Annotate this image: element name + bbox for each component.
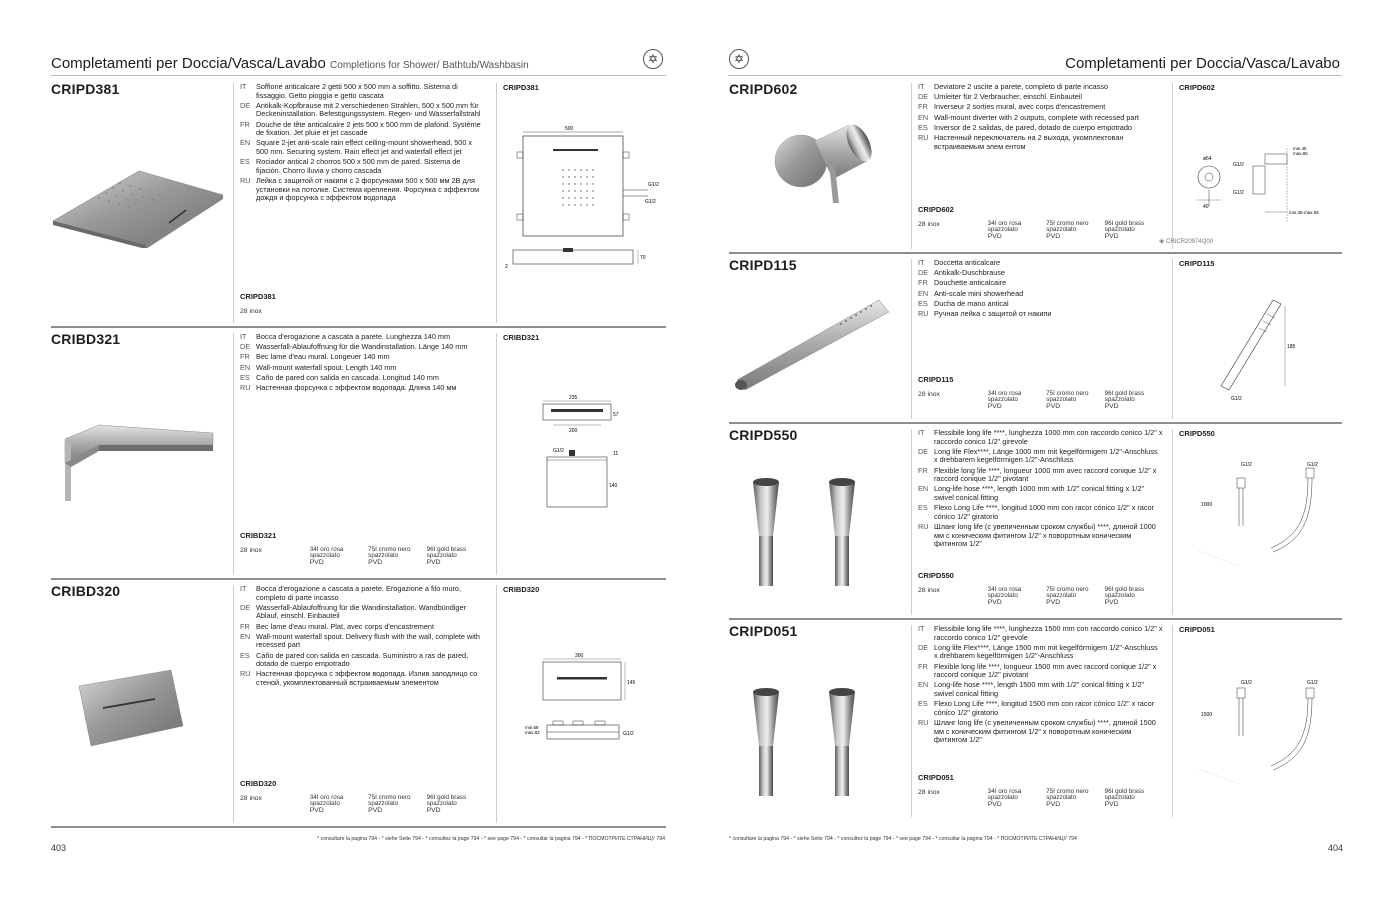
svg-text:70: 70 [640,255,646,261]
svg-text:G1/2: G1/2 [645,199,656,205]
product-code: CRIPD115 [729,257,797,273]
desc-de: DE Long life Flex****, Länge 1500 mm mit kegelförmigem 1/2"-Anschluss x drehbarem kegelförmigen 1/2"-Anschluss [918,642,1158,661]
desc-it: IT Doccetta anticalcare [918,258,1001,267]
svg-text:1000: 1000 [1201,502,1213,508]
finish-gold-brass: 96I gold brass spazzolato PVD [1104,585,1145,607]
product-code: CRIPD381 [51,81,120,97]
desc-fr: FR Bec lame d'eau mural. Longeuer 140 mm [240,352,390,362]
svg-text:min.45: min.45 [1293,146,1307,151]
desc-ru: RU Ручная лейка с защитой от накипи [918,308,1052,318]
finish-oro-rosa: 34I oro rosa spazzolato PVD [987,389,1022,411]
page-title: Completamenti per Doccia/Vasca/Lavabo Completions for Shower/ Bathtub/Washbasin [51,55,529,72]
svg-text:200: 200 [569,428,578,434]
desc-de: DE Long life Flex****, Länge 1000 mm mit kegelförmigem 1/2"-Anschluss x drehbarem kegelförmigen 1/2"-Anschluss [918,446,1158,465]
finish-oro-rosa: 34I oro rosa spazzolato PVD [309,793,344,815]
finish-gold-brass: 96I gold brass spazzolato PVD [1104,787,1145,809]
desc-it: IT Soffione anticalcare 2 getti 500 x 500 mm a soffitto. Sistema di fissaggio. Getto pioggia e getto cascata [240,82,458,100]
product-code: CRIPD051 [729,623,798,639]
technical-drawing: CRIBD320 300 145 min.68 max.82 G1/2 [496,585,666,823]
waterfall-spout-photo [51,423,226,503]
product-footer: CRIBD321 28 inox 34I oro rosa spazzolato PVD 75I cromo nero spazzolato PVD 96I gold brass spazzolato PVD [240,531,485,567]
svg-text:G1/2: G1/2 [1307,680,1318,686]
desc-fr: FR Bec lame d'eau mural. Plat, avec corps d'encastrement [240,621,434,631]
product-cribd320 [51,580,666,828]
product-cripd602 [729,78,1342,254]
desc-ru: RU Шланг long life (с увеличенным сроком службы) ****, длиной 1000 мм с коническим фитингом 1/2" х поворотным коническим фитингом 1/2" [918,521,1156,549]
finish-list [918,789,1163,809]
product-description [911,429,1163,615]
product-description [911,259,1163,419]
finish-inox: 28 inox [240,794,262,802]
desc-de: DE Wasserfall-Ablaufoffnung für die Wandinstallation. Länge 140 mm [240,342,468,352]
product-description [233,585,485,823]
flush-spout-drawing-svg [503,649,663,789]
svg-text:11: 11 [613,451,619,457]
product-cripd051 [729,620,1342,820]
technical-drawing: CRIPD602 ø64 40 G1/2 G1/2 min.45 max.85 min.35-max.55 ◈ CRICR20974Q00 [1172,83,1342,249]
hose-long-drawing-svg [1179,674,1339,824]
desc-it: IT Bocca d'erogazione a cascata a parete. Erogazione a filo muro, completo di parte incasso [240,584,462,602]
svg-text:G1/2: G1/2 [1307,462,1318,468]
finish-list [918,391,1163,411]
svg-text:1500: 1500 [1201,712,1213,718]
desc-it: IT Flessibile long life ****, lunghezza 1500 mm con raccordo conico 1/2" x raccordo conico 1/2" girevole [918,624,1163,642]
finish-cromo-nero: 75I cromo nero spazzolato PVD [1046,389,1089,411]
svg-text:ø64: ø64 [1203,156,1212,162]
star-logo-icon: ✡ [643,49,663,69]
desc-es: ES Caño de pared con salida en cascada. Longitud 140 mm [240,372,439,382]
page-title: Completamenti per Doccia/Vasca/Lavabo [1065,55,1340,72]
finish-inox: 28 inox [918,586,940,594]
svg-text:G1/2: G1/2 [1231,396,1242,402]
finish-gold-brass: 96I gold brass spazzolato PVD [1104,389,1145,411]
page-number: 403 [51,843,67,853]
product-footer: CRIPD550 28 inox 34I oro rosa spazzolato PVD 75I cromo nero spazzolato PVD 96I gold brass spazzolato PVD [918,571,1163,607]
finish-inox: 28 inox [918,788,940,796]
product-description [911,625,1163,817]
svg-text:57: 57 [613,412,619,418]
finish-gold-brass: 96I gold brass spazzolato PVD [1104,219,1145,241]
finish-gold-brass: 96I gold brass spazzolato PVD [426,545,467,567]
svg-text:G1/2: G1/2 [1233,162,1244,168]
product-code: CRIBD320 [51,583,121,599]
desc-fr: FR Douchette anticalcaire [918,278,1007,288]
finish-oro-rosa: 34I oro rosa spazzolato PVD [309,545,344,567]
product-footer: CRIPD115 28 inox 34I oro rosa spazzolato PVD 75I cromo nero spazzolato PVD 96I gold brass spazzolato PVD [918,375,1163,411]
recessed-part-icon: ◈ [1159,238,1165,245]
desc-en: EN Square 2-jet anti-scale rain effect ceiling-mount showerhead, 500 x 500 mm. Securing system. Rain effect jet and waterfall effect jet [240,138,473,156]
product-footer: CRIPD602 28 inox 34I oro rosa spazzolato PVD 75I cromo nero spazzolato PVD 96I gold brass spazzolato PVD [918,205,1163,241]
desc-fr: FR Douche de tête anticalcaire 2 jets 500 x 500 mm de plafond. Système de fixation. Jet pluie et jet cascade [240,119,481,138]
finish-list [240,547,485,567]
footnote: * consultare la pagina 794 - * siehe Seite 794 - * consultez la page 794 - * see page 794 - * consultar la pagina 794 - * ПОСМОТРИТЕ СТРАНИЦУ 794 [729,836,1077,842]
product-footer: CRIBD320 28 inox 34I oro rosa spazzolato PVD 75I cromo nero spazzolato PVD 96I gold brass spazzolato PVD [240,779,485,815]
desc-it: IT Flessibile long life ****, lunghezza 1000 mm con raccordo conico 1/2" x raccordo conico 1/2" girevole [918,428,1163,446]
desc-fr: FR Flexible long life ****, longueur 1500 mm avec raccord conique 1/2" x raccord conique 1/2" pivotant [918,661,1157,680]
svg-text:max.82: max.82 [525,730,540,735]
finish-cromo-nero: 75I cromo nero spazzolato PVD [368,545,411,567]
desc-fr: FR Inverseur 2 sorties mural, avec corps d'encastrement [918,102,1106,112]
desc-es: ES Inversor de 2 salidas, de pared, dotado de cuerpo empotrado [918,122,1132,132]
flush-spout-photo [51,668,226,748]
desc-ru: RU Шланг long life (с увеличенным сроком службы) ****, длиной 1500 мм с коническим фитингом 1/2" х поворотным коническим фитингом 1/2" [918,717,1156,745]
svg-text:G1/2: G1/2 [648,182,659,188]
svg-text:145: 145 [627,680,636,686]
ceiling-showerhead-photo [51,163,226,248]
desc-fr: FR Flexible long life ****, longueur 1000 mm avec raccord conique 1/2" x raccord conique 1/2" pivotant [918,465,1157,484]
hand-shower-drawing-svg [1179,286,1339,426]
desc-en: EN Anti-scale mini showerhead [918,288,1024,298]
product-footer: CRIPD381 28 inox [240,292,312,315]
svg-text:G1/2: G1/2 [1233,190,1244,196]
hose-photo [729,474,904,586]
desc-es: ES Caño de pared con salida en cascada. Suministro a ras de pared, dotado de cuerpo empotrado [240,650,469,669]
desc-ru: RU Лейка с защитой от накипи с 2 форсунками 500 х 500 мм 2В для установки на потолке. Система крепления. Форсунка с эффектом дождя и форсунка с эффектом водопада [240,175,480,203]
product-description [911,83,1163,249]
desc-en: EN Wall-mount waterfall spout. Delivery flush with the wall, complete with recessed part [240,631,480,650]
finish-inox: 28 inox [240,546,262,554]
product-description [233,333,485,575]
finish-list [240,795,485,815]
technical-drawing: CRIPD051 G1/2 G1/2 1500 [1172,625,1342,817]
footnote: * consultare la pagina 794 - * siehe Seite 794 - * consultez la page 794 - * see page 794 - * consultar la pagina 794 - * ПОСМОТРИТЕ СТРАНИЦУ 794 [317,836,665,842]
desc-es: ES Ducha de mano antical [918,298,1009,308]
finish-oro-rosa: 34I oro rosa spazzolato PVD [987,219,1022,241]
desc-de: DE Antikalk-Kopfbrause mit 2 verschiedenen Strahlen, 500 x 500 mm für Deckeninstallation. Befestigungssystem. Regen- und Wasserfallstrahl [240,100,481,119]
finish-list [240,308,312,315]
desc-it: IT Bocca d'erogazione a cascata a parete. Lunghezza 140 mm [240,332,451,341]
svg-text:500: 500 [565,126,574,132]
product-cribd321 [51,328,666,580]
hand-shower-photo [729,294,904,394]
desc-ru: RU Настенный переключатель на 2 выхода, укомплектован встраиваемым элем ентом [918,132,1124,151]
finish-gold-brass: 96I gold brass spazzolato PVD [426,793,467,815]
technical-drawing: CRIPD115 185 G1/2 [1172,259,1342,419]
right-page-header [728,52,1342,76]
desc-it: IT Deviatore 2 uscite a parete, completo di parte incasso [918,82,1109,91]
desc-es: ES Rociador antical 2 chorros 500 x 500 mm de pared. Sistema de fijación. Chorro lluvia y chorro cascada [240,157,461,175]
finish-list [918,221,1163,241]
star-logo-icon: ✡ [729,49,749,69]
left-page-header [51,52,666,76]
finish-cromo-nero: 75I cromo nero spazzolato PVD [1046,787,1089,809]
hose-drawing-svg [1179,456,1339,606]
desc-de: DE Wasserfall-Ablaufoffnung für die Wandinstallation. Wandbündiger Ablauf, einschl. Einbauteil [240,602,466,621]
svg-text:G1/2: G1/2 [1241,680,1252,686]
desc-en: EN Wall-mount waterfall spout. Length 140 mm [240,362,397,372]
product-cripd115 [729,254,1342,424]
svg-text:G1/2: G1/2 [1241,462,1252,468]
svg-text:185: 185 [1287,344,1296,350]
recessed-part-code: ◈ CRICR20974Q00 [1159,238,1214,245]
desc-es: ES Flexo Long Life ****, longitud 1000 mm con racor cónico 1/2" x racor cónico 1/2" giratorio [918,503,1154,521]
hose-long-photo [729,684,904,796]
technical-drawing: CRIPD550 G1/2 G1/2 1000 [1172,429,1342,615]
finish-cromo-nero: 75I cromo nero spazzolato PVD [1046,219,1089,241]
svg-text:min.68: min.68 [525,725,539,730]
finish-list [918,587,1163,607]
desc-de: DE Umleiter für 2 Verbraucher, einschl. Einbauteil [918,92,1083,102]
product-code: CRIPD550 [729,427,798,443]
svg-text:2: 2 [505,264,508,270]
finish-oro-rosa: 34I oro rosa spazzolato PVD [987,787,1022,809]
finish-oro-rosa: 34I oro rosa spazzolato PVD [987,585,1022,607]
desc-de: DE Antikalk-Duschbrause [918,268,1005,278]
product-cripd381 [51,78,666,328]
product-code: CRIBD321 [51,331,121,347]
svg-text:max.85: max.85 [1293,151,1308,156]
svg-text:min.35-max.55: min.35-max.55 [1289,210,1319,215]
page-number: 404 [1328,843,1344,853]
finish-cromo-nero: 75I cromo nero spazzolato PVD [368,793,411,815]
desc-en: EN Long-life hose ****, length 1500 mm with 1/2" conical fitting x 1/2" swivel conical fitting [918,680,1145,698]
desc-ru: RU Настенная форсунка с эффектом водопада. Длина 140 мм [240,382,457,392]
svg-text:G1/2: G1/2 [623,731,634,737]
product-footer: CRIPD051 28 inox 34I oro rosa spazzolato PVD 75I cromo nero spazzolato PVD 96I gold brass spazzolato PVD [918,773,1163,809]
technical-drawing: CRIPD381 500 G1/2 G1/2 70 2 [496,83,666,323]
svg-text:300: 300 [575,653,584,659]
product-cripd550 [729,424,1342,620]
desc-en: EN Long-life hose ****, length 1000 mm with 1/2" conical fitting x 1/2" swivel conical fitting [918,484,1145,502]
page-subtitle: Completions for Shower/ Bathtub/Washbasin [330,60,529,71]
desc-en: EN Wall-mount diverter with 2 outputs, complete with recessed part [918,112,1139,122]
desc-es: ES Flexo Long Life ****, longitud 1500 mm con racor cónico 1/2" x racor cónico 1/2" giratorio [918,699,1154,717]
technical-drawing: CRIBD321 235 57 200 G1/2 11 140 [496,333,666,575]
svg-text:235: 235 [569,395,578,401]
product-description [233,83,485,323]
svg-text:40: 40 [1203,204,1209,210]
desc-ru: RU Настенная форсунка с эффектом водопада. Излив заподлицо со стеной, укомплектованный встраиваемым элементом [240,669,478,687]
svg-text:140: 140 [609,483,618,489]
spout-drawing-svg [503,392,663,532]
diverter-photo [729,123,904,213]
showerhead-drawing-svg [503,122,663,302]
product-code: CRIPD602 [729,81,798,97]
finish-inox: 28 inox [918,390,940,398]
finish-inox: 28 inox [918,220,940,228]
finish-cromo-nero: 75I cromo nero spazzolato PVD [1046,585,1089,607]
finish-inox: 28 inox [240,308,262,315]
svg-text:G1/2: G1/2 [553,448,564,454]
